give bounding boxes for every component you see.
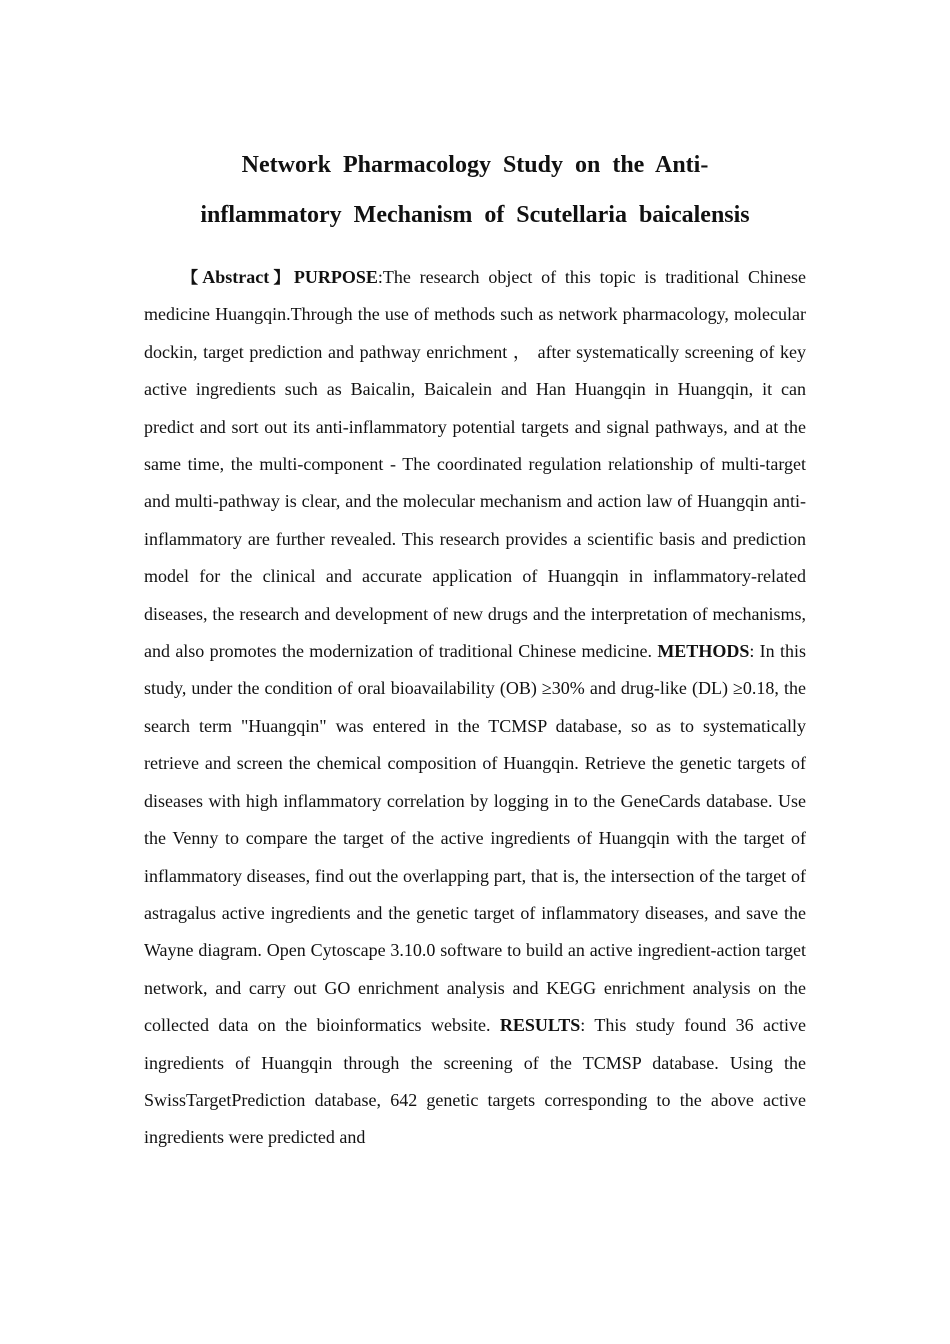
abstract-label: Abstract xyxy=(202,267,270,287)
methods-text: : In this study, under the condition of oral bioavailability (OB) ≥30% and drug-like (DL) ≥0.18, the search term "Huangqin" was entered in the TCMSP database, so as to systematically retrieve and screen the chemical composition of Huangqin. Retrieve the genetic targets of diseases with high inflammatory correlation by logging in to the GeneCards database. Use the Venny to compare the target of the active ingredients of Huangqin with the target of inflammatory diseases, find out the overlapping part, that is, the intersection of the target of astragalus active ingredients and the genetic target of inflammatory diseases, and save the Wayne diagram. Open Cytoscape 3.10.0 software to build an active ingredient-action target network, and carry out GO enrichment analysis and KEGG enrichment analysis on the collected data on the bioinformatics website. xyxy=(144,641,806,1036)
paper-title xyxy=(150,140,800,240)
abstract-open-bracket: 【 xyxy=(182,268,203,287)
abstract-close-bracket: 】 xyxy=(269,268,294,287)
purpose-label: PURPOSE xyxy=(293,267,378,287)
purpose-text: :The research object of this topic is traditional Chinese medicine Huangqin.Through the use of methods such as network pharmacology, molecular dockin, target prediction and pathway enrichment ， after systematically screening of key active ingredients such as Baicalin, Baicalein and Han Huangqin in Huangqin, it can predict and sort out its anti-inflammatory potential targets and signal pathways, and at the same time, the multi-component - The coordinated regulation relationship of multi-target and multi-pathway is clear, and the molecular mechanism and action law of Huangqin anti-inflammatory are further revealed. This research provides a scientific basis and prediction model for the clinical and accurate application of Huangqin in inflammatory-related diseases, the research and development of new drugs and the interpretation of mechanisms, and also promotes the modernization of traditional Chinese medicine. xyxy=(144,267,806,662)
abstract-paragraph xyxy=(144,259,806,1157)
title-line-2: inflammatory Mechanism of Scutellaria baicalensis xyxy=(200,202,750,228)
title-line-1: Network Pharmacology Study on the Anti- xyxy=(241,152,709,178)
results-label: RESULTS xyxy=(499,1015,581,1036)
results-text: : This study found 36 active ingredients of Huangqin through the screening of the TCMSP database. Using the SwissTargetPrediction database, 642 genetic targets corresponding to the above active ingredients were predicted and xyxy=(144,1015,807,1148)
methods-label: METHODS xyxy=(657,641,750,662)
